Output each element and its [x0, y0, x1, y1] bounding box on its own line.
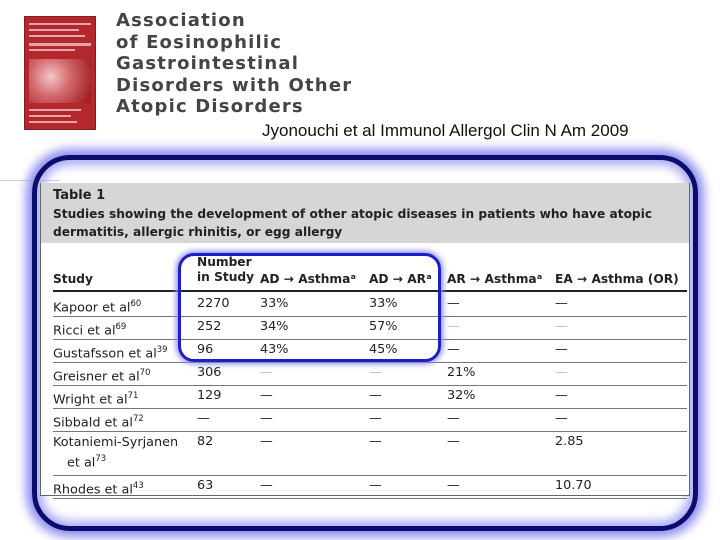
title-line: Gastrointestinal	[116, 53, 300, 74]
ar-asthma-cell: —	[447, 319, 460, 334]
ad-ar-cell: —	[369, 411, 382, 426]
ar-asthma-cell: —	[447, 296, 460, 311]
book-cover-image	[24, 16, 96, 130]
study-name-line: Greisner et $al^{70}$	[53, 368, 151, 385]
ad-asthma-cell: —	[260, 365, 273, 380]
n-cell: 96	[197, 342, 214, 357]
study-name-line: Ricci et $al^{69}$	[53, 322, 127, 339]
study-name-cell	[53, 388, 138, 408]
reference-number: 72	[132, 414, 144, 424]
ea-asthma-cell: —	[555, 342, 568, 357]
n-cell: 2270	[197, 296, 230, 311]
title-line: Atopic Disorders	[116, 96, 304, 117]
n-cell: 129	[197, 388, 222, 403]
highlight-box	[178, 253, 441, 362]
table-label: Table 1	[53, 188, 106, 203]
ad-ar-cell: —	[369, 478, 382, 493]
study-name-cell	[53, 365, 151, 385]
n-cell: 63	[197, 478, 214, 493]
ea-asthma-cell: —	[555, 388, 568, 403]
reference-number: 71	[127, 391, 139, 401]
study-name-cell	[53, 296, 141, 316]
ar-asthma-cell: 32%	[447, 388, 476, 403]
title-line: of Eosinophilic	[116, 31, 283, 53]
column-header-study: Study	[53, 272, 93, 286]
ar-asthma-cell: —	[447, 434, 460, 449]
citation-text: Jyonouchi et al Immunol Allergol Clin N Am 2009	[262, 121, 629, 140]
reference-number: 69	[115, 322, 127, 332]
ad-ar-cell: —	[369, 365, 382, 380]
title-line: Disorders with Other	[116, 74, 353, 96]
ad-asthma-cell: —	[260, 478, 273, 493]
ad-asthma-cell: —	[260, 411, 273, 426]
column-header-ea-asthma: EA → Asthma (OR)	[555, 272, 679, 286]
ar-asthma-cell: 21%	[447, 365, 476, 380]
study-name-line: Kotaniemi-Syrjanen	[53, 435, 179, 450]
ad-asthma-cell: 34%	[260, 319, 289, 334]
study-name-line: Rhodes et $al^{43}$	[53, 481, 144, 498]
study-name-line: Wright et $al^{71}$	[53, 391, 139, 408]
ar-asthma-cell: —	[447, 342, 460, 357]
reference-number: 73	[95, 454, 107, 464]
n-cell: —	[197, 411, 210, 426]
study-name-cell	[53, 342, 168, 362]
ad-ar-cell: —	[369, 388, 382, 403]
ad-asthma-cell: 43%	[260, 342, 289, 357]
n-cell: 82	[197, 434, 214, 449]
reference-number: 70	[139, 368, 151, 378]
reference-number: 60	[130, 299, 142, 309]
ad-ar-cell: —	[369, 434, 382, 449]
ad-ar-cell: 45%	[369, 342, 398, 357]
ea-asthma-cell: —	[555, 296, 568, 311]
ad-ar-cell: 57%	[369, 319, 398, 334]
ad-asthma-cell: —	[260, 388, 273, 403]
table-caption: Studies showing the development of other atopic diseases in patients who have atopic dermatitis, allergic rhinitis, or egg allergy	[53, 207, 653, 239]
ad-asthma-cell: —	[260, 434, 273, 449]
study-name-cell	[53, 434, 178, 471]
study-name-line: et $al^{73}$	[67, 454, 107, 471]
title-line: Association	[116, 10, 246, 31]
study-name-cell	[53, 478, 144, 498]
ad-asthma-cell: 33%	[260, 296, 289, 311]
reference-number: 39	[156, 345, 168, 355]
study-name-line: Sibbald et $al^{72}$	[53, 414, 144, 431]
ea-asthma-cell: 2.85	[555, 434, 584, 449]
slide-title	[116, 10, 352, 118]
ea-asthma-cell: 10.70	[555, 478, 592, 493]
column-header-ad-ar: AD → ARᵃ	[369, 272, 432, 286]
study-name-cell	[53, 411, 144, 431]
column-header-ad-asthma: AD → Asthmaᵃ	[260, 272, 356, 286]
column-header-ar-asthma: AR → Asthmaᵃ	[447, 272, 543, 286]
study-name-cell	[53, 319, 126, 339]
reference-number: 43	[132, 481, 144, 491]
ea-asthma-cell: —	[555, 411, 568, 426]
ar-asthma-cell: —	[447, 478, 460, 493]
ea-asthma-cell: —	[555, 319, 568, 334]
column-header-number: Number in Study	[197, 255, 255, 284]
ea-asthma-cell: —	[555, 365, 568, 380]
n-cell: 252	[197, 319, 222, 334]
study-name-line: Kapoor et $al^{60}$	[53, 299, 142, 316]
n-cell: 306	[197, 365, 222, 380]
study-name-line: Gustafsson et $al^{39}$	[53, 345, 168, 362]
ar-asthma-cell: —	[447, 411, 460, 426]
ad-ar-cell: 33%	[369, 296, 398, 311]
